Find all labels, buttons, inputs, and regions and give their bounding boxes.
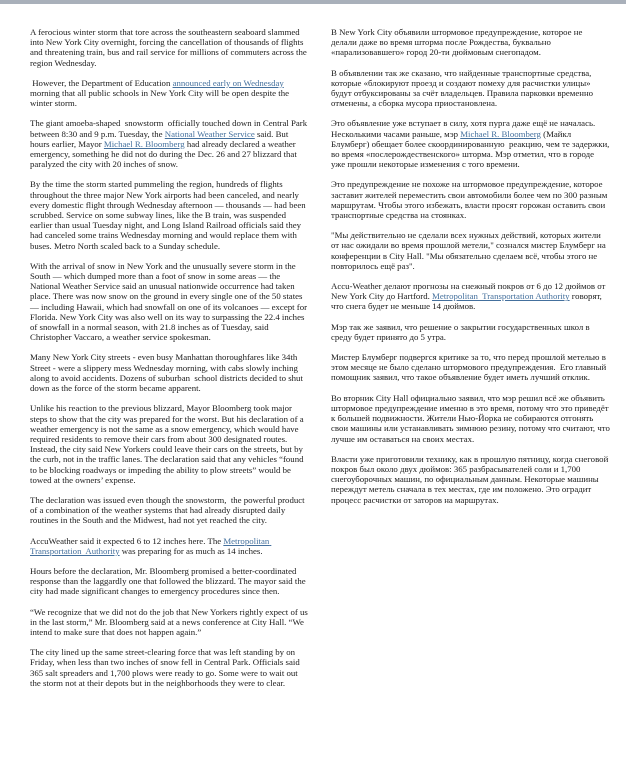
text-run: В объявлении так же сказано, что найденные транспортные средства, которые «блокируют проезд и создают помеху для расчистки улицы» будут отбуксированы за счёт владельцев. Правила парковки временно отменены, а сборка мусора приостановлена. — [331, 67, 596, 109]
hyperlink[interactable]: announced early on Wednesday — [172, 77, 284, 88]
paragraph — [30, 647, 309, 688]
text-run: Во вторник City Hall официально заявил, что мэр решил всё же объявить штормовое предупреждение именно в это время, потому что это приведёт к большей подвижности. Жители Нью-Йорка не собираются отгонять свои машины или устанавливать зимнюю резину, потому что считают, что лучше им оставаться на своих местах. — [331, 392, 613, 444]
paragraph — [331, 392, 613, 444]
text-run: The giant amoeba-shaped snowstorm officially touched down in Central Park between 8:30 and 9 p.m. Tuesday, the — [30, 118, 310, 139]
text-run: By the time the storm started pummeling the region, hundreds of flights throughout the three major New York airports had been canceled, and nearly every domestic flight through Wednesday afternoon — thousands — had been scrubbed. Service on some subway lines, like the B train, was suspended earlier than usual Tuesday night, and Long Island Railroad officials said they had canceled some trains Wednesday morning and would replace them with buses. Metro North scaled back to a Sunday schedule. — [30, 179, 308, 251]
text-run: Мэр так же заявил, что решение о закрытии государственных школ в среду будет принято до 5 утра. — [331, 321, 592, 342]
text-run: говорят, что снега будет не меньше 14 дюймов. — [331, 291, 605, 312]
text-run: was preparing for as much as 14 inches. — [119, 545, 263, 556]
text-run: AccuWeather said it expected 6 to 12 inches here. The — [30, 535, 224, 546]
paragraph — [331, 179, 610, 220]
text-run: The declaration was issued even though the snowstorm, the powerful product of a combination of the weather systems that had already disrupted daily routines in the South and the Midwest, had not yet reached the city. — [30, 494, 307, 526]
text-run: Many New York City streets - even busy Manhattan thoroughfares like 34th Street - were a slippery mess Wednesday morning, with cabs slowly inching along to avoid accidents. Dozens of suburban school districts decided to shut down as the force of the storm became apparent. — [30, 352, 306, 394]
text-run: Это объявление уже вступает в силу, хотя пурга даже ещё не началась. Несколькими часами раньше, мэр — [331, 118, 598, 139]
text-run: Мистер Блумберг подвергся критике за то, что перед прошлой метелью в этом месяце не было сделано штормового предупреждения. Его главный помощник заявил, что такое объявление будет иметь лучший отклик. — [331, 352, 609, 383]
paragraph — [30, 261, 309, 343]
paragraph — [331, 352, 610, 383]
paragraph — [30, 78, 309, 109]
paragraph — [30, 27, 309, 68]
text-run: Это предупреждение не похоже на штормовое предупреждение, которое заставит жителей переместить свои автомобили более чем по 300 разным маршрутам. Чтобы этого избежать, власти просят горожан оставить свои транспортные средства на стоянках. — [331, 179, 610, 221]
paragraph — [331, 230, 610, 271]
text-run: said. But hours earlier, Mayor — [30, 128, 291, 149]
text-run: The city lined up the same street-clearing force that was left standing by on Friday, when less than two inches of snow fell in Central Park. Officials said 365 salt spreaders and 1,700 plows were ready to go. Some were to wait out the storm not at their depots but in the neighborhoods they were to clear. — [30, 647, 302, 688]
paragraph — [30, 495, 309, 526]
paragraph — [30, 179, 309, 250]
text-run: Hours before the declaration, Mr. Bloomberg promised a better-coordinated response than the laggardly one that followed the blizzard. The mayor said the city had made significant changes to emergency procedures since then. — [30, 565, 308, 597]
paragraph — [30, 352, 309, 393]
paragraph — [30, 403, 309, 485]
text-run: Unlike his reaction to the previous blizzard, Mayor Bloomberg took major steps to show that the city was prepared for the worst. But his declaration of a weather emergency is not the same as a snow emergency, which would have required residents to remove their cars from about 300 designated routes. Instead, the city said New Yorkers could leave their cars on the streets, but by the curb, not in the traffic lanes. The declaration said that any vehicles “found to be blocking roadways or impeding the ability to plow streets” would be towed at the owners’ expense. — [30, 403, 306, 485]
russian-column — [331, 27, 613, 698]
text-run: В New York City объявили штормовое предупреждение, которое не делали даже во время шторма после Рождества, буквально «парализовавшего» город 20-ти дюймовым снегопадом. — [331, 27, 585, 58]
hyperlink[interactable]: Michael R. Bloomberg — [103, 138, 185, 149]
hyperlink[interactable]: Metropolitan Transportation Authority — [432, 291, 570, 302]
text-run: A ferocious winter storm that tore across the southeastern seaboard slammed into New York City overnight, forcing the cancellation of thousands of flights and threatening train, bus and rail service for millions of commuters across the region Wednesday. — [30, 27, 309, 68]
hyperlink[interactable]: National Weather Service — [164, 128, 255, 139]
paragraph — [30, 607, 309, 638]
text-run: Accu-Weather делают прогнозы на снежный покров от 6 до 12 дюймов от New York City до Hartford. — [331, 281, 608, 302]
paragraph — [30, 536, 309, 556]
paragraph — [331, 281, 610, 312]
hyperlink[interactable]: Michael R. Bloomberg — [460, 128, 541, 139]
paragraph — [331, 454, 610, 505]
text-run: had already declared a weather emergency, something he did not do during the Dec. 26 and 27 blizzard that paralyzed the city with 20 inches of snow. — [30, 138, 299, 170]
two-column-layout — [0, 4, 626, 718]
paragraph — [331, 322, 610, 342]
text-run: morning that all public schools in New York City will be open despite the winter storm. — [30, 77, 292, 109]
paragraph — [30, 566, 309, 597]
paragraph — [30, 118, 309, 169]
english-column — [30, 27, 309, 698]
text-run: "Мы действительно не сделали всех нужных действий, которых жители от нас ожидали во время прошлой метели," сознался мистер Блумберг на конференции в City Hall. "Мы обязательно сделаем всё, чтобы этого не повторилось ещё раз". — [331, 230, 608, 271]
text-run: However, the Department of Education — [30, 77, 173, 88]
text-run: “We recognize that we did not do the job that New Yorkers rightly expect of us in the last storm,” Mr. Bloomberg said at a news conference at City Hall. “We intend to make sure that does not happen again.” — [30, 606, 310, 637]
text-run: Власти уже приготовили технику, как в прошлую пятницу, когда снеговой покров был около двух дюймов: 365 разбрасывателей соли и 1,700 снегоуборочных машин, по официальным данным. Некоторые машины переждут метель сначала в тех местах, где им положено. Это оградит процесс расчистки от заторов на маршрутах. — [331, 453, 611, 505]
paragraph — [331, 68, 610, 109]
text-run: With the arrival of snow in New York and the unusually severe storm in the South — which dumped more than a foot of snow in some areas — the National Weather Service said an unusual nationwide occurrence had taken place. There was now snow on the ground in every single one of the 50 states — including Hawaii, which had snowfall on one of its volcanoes — except for Florida. New York City was also well on its way to surpassing the 22.4 inches of snowfall in a normal season, with 21.8 inches as of Tuesday, said Christopher Vaccaro, a weather service spokesman. — [30, 260, 310, 343]
paragraph — [331, 27, 610, 58]
text-run: (Майкл Блумберг) обещает более скоординированную реакцию, чем те задержки, во время «послерождественского» шторма. Мэр отметил, что в городе уже прошли некоторые изменения с того времени. — [331, 128, 612, 170]
hyperlink[interactable]: Metropolitan Transportation Authority — [30, 535, 272, 556]
paragraph — [331, 118, 610, 169]
